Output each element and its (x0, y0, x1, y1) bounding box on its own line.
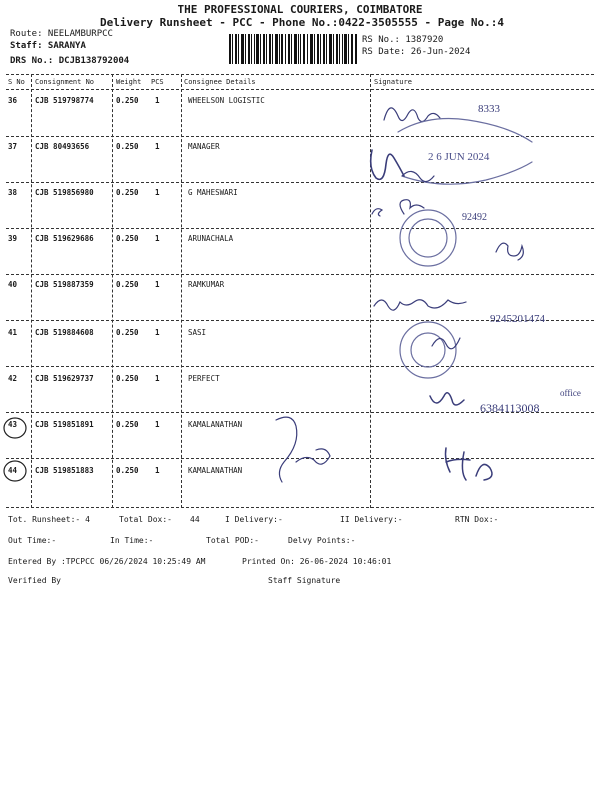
signature-scribble (372, 209, 382, 216)
row-pcs: 1 (155, 280, 160, 289)
row-consignment: CJB 519851883 (35, 466, 94, 475)
stamp-circle (400, 210, 456, 266)
row-consignment: CJB 519851891 (35, 420, 94, 429)
row-consignment: CJB 519887359 (35, 280, 94, 289)
row-weight: 0.250 (116, 374, 139, 383)
row-rule (6, 274, 594, 275)
row-weight: 0.250 (116, 420, 139, 429)
row-consignment: CJB 519798774 (35, 96, 94, 105)
row-sno: 39 (8, 234, 18, 243)
signature-scribble (446, 448, 451, 472)
company-title: THE PROFESSIONAL COURIERS, COIMBATORE (177, 3, 423, 16)
signature-scribble (446, 459, 470, 462)
row-consignment: CJB 80493656 (35, 142, 90, 151)
signature-scribble (384, 108, 440, 122)
row-sno: 40 (8, 280, 18, 289)
row-rule (6, 412, 594, 413)
row-weight: 0.250 (116, 234, 139, 243)
row-pcs: 1 (155, 374, 160, 383)
column-divider (112, 74, 113, 508)
signature-scribble (496, 243, 523, 260)
runsheet-title: Delivery Runsheet - PCC - Phone No.:0422-3505555 - Page No.:4 (100, 16, 504, 29)
row-consignee: KAMALANATHAN (188, 466, 243, 475)
row-consignee: MANAGER (188, 142, 220, 151)
row-weight: 0.250 (116, 142, 139, 151)
row-consignment: CJB 519856980 (35, 188, 94, 197)
signature-scribble (430, 393, 464, 405)
rs-number: RS No.: 1387920 (362, 35, 444, 45)
row-pcs: 1 (155, 466, 160, 475)
delvy-points: Delvy Points:- (288, 536, 356, 545)
total-pod: Total POD:- (206, 536, 259, 545)
barcode (229, 34, 357, 64)
row-rule (6, 458, 594, 459)
stamp-arc (402, 162, 532, 184)
row-consignee: SASI (188, 328, 207, 337)
total-dox-value: 44 (190, 515, 200, 524)
row-sno: 41 (8, 328, 18, 337)
row-pcs: 1 (155, 420, 160, 429)
signature-scribble (374, 300, 466, 310)
handwritten-note: office (560, 388, 581, 398)
row-consignee: WHEELSON LOGISTIC (188, 96, 265, 105)
staff-signature: Staff Signature (268, 576, 341, 585)
row-weight: 0.250 (116, 96, 139, 105)
row-pcs: 1 (155, 234, 160, 243)
header-weight: Weight (116, 78, 142, 86)
column-divider (31, 74, 32, 508)
stamp-circle (409, 219, 447, 257)
entered-by: Entered By :TPCPCC 06/26/2024 10:25:49 AM (8, 557, 206, 566)
ii-delivery: II Delivery:- (340, 515, 403, 524)
row-consignee: KAMALANATHAN (188, 420, 243, 429)
tot-runsheet: Tot. Runsheet:- 4 (8, 515, 90, 524)
row-rule (6, 366, 594, 367)
row-rule (6, 228, 594, 229)
row-sno: 44 (8, 466, 18, 475)
row-consignee: PERFECT (188, 374, 220, 383)
column-divider (370, 74, 371, 508)
row-sno: 43 (8, 420, 18, 429)
row-pcs: 1 (155, 142, 160, 151)
row-sno: 42 (8, 374, 18, 383)
row-weight: 0.250 (116, 328, 139, 337)
stamp-arc (398, 119, 532, 143)
header-pcs: PCS (151, 78, 164, 86)
row-pcs: 1 (155, 188, 160, 197)
total-dox-label: Total Dox:- (119, 515, 172, 524)
handwritten-phone: 92492 (462, 212, 487, 223)
row-consignment: CJB 519884608 (35, 328, 94, 337)
signature-scribble (400, 200, 424, 214)
row-pcs: 1 (155, 328, 160, 337)
header-sno: S No (8, 78, 25, 86)
handwritten-phone: 6384113008 (480, 401, 540, 415)
stamp-circle (400, 322, 456, 378)
header-signature: Signature (374, 78, 412, 86)
out-time: Out Time:- (8, 536, 57, 545)
row-consignment: CJB 519629737 (35, 374, 94, 383)
row-rule (6, 320, 594, 321)
row-sno: 38 (8, 188, 18, 197)
row-weight: 0.250 (116, 280, 139, 289)
header-consignment: Consignment No (35, 78, 95, 86)
signature-scribble (276, 417, 297, 482)
route-label: Route: NEELAMBURPCC (10, 29, 113, 39)
drs-number: DRS No.: DCJB138792004 (10, 56, 130, 66)
printed-on: Printed On: 26-06-2024 10:46:01 (242, 557, 392, 566)
stamp-date: 2 6 JUN 2024 (428, 151, 490, 163)
row-consignee: ARUNACHALA (188, 234, 234, 243)
table-bottom-rule (6, 507, 594, 508)
rs-date: RS Date: 26-Jun-2024 (362, 47, 471, 57)
in-time: In Time:- (110, 536, 154, 545)
verified-by: Verified By (8, 576, 61, 585)
row-rule (6, 182, 594, 183)
row-weight: 0.250 (116, 466, 139, 475)
row-consignee: RAMKUMAR (188, 280, 225, 289)
row-weight: 0.250 (116, 188, 139, 197)
stamp-circle (411, 333, 445, 367)
row-sno: 37 (8, 142, 18, 151)
table-top-rule (6, 74, 594, 75)
rtn-dox: RTN Dox:- (455, 515, 499, 524)
column-divider (181, 74, 182, 508)
header-consignee: Consignee Details (184, 78, 256, 86)
handwritten-phone: 8333 (478, 103, 500, 115)
handwritten-phone: 9245201474 (490, 313, 545, 325)
table-header-rule (6, 89, 594, 90)
signature-scribble (402, 171, 434, 181)
signature-scribble (462, 452, 466, 480)
row-sno: 36 (8, 96, 18, 105)
signature-scribble (432, 338, 460, 349)
i-delivery: I Delivery:- (225, 515, 283, 524)
signature-scribble (476, 464, 492, 480)
signature-scribble (371, 150, 404, 179)
row-consignment: CJB 519629686 (35, 234, 94, 243)
row-pcs: 1 (155, 96, 160, 105)
signature-scribble (296, 449, 330, 464)
row-consignee: G MAHESWARI (188, 188, 238, 197)
row-rule (6, 136, 594, 137)
staff-label: Staff: SARANYA (10, 41, 86, 51)
